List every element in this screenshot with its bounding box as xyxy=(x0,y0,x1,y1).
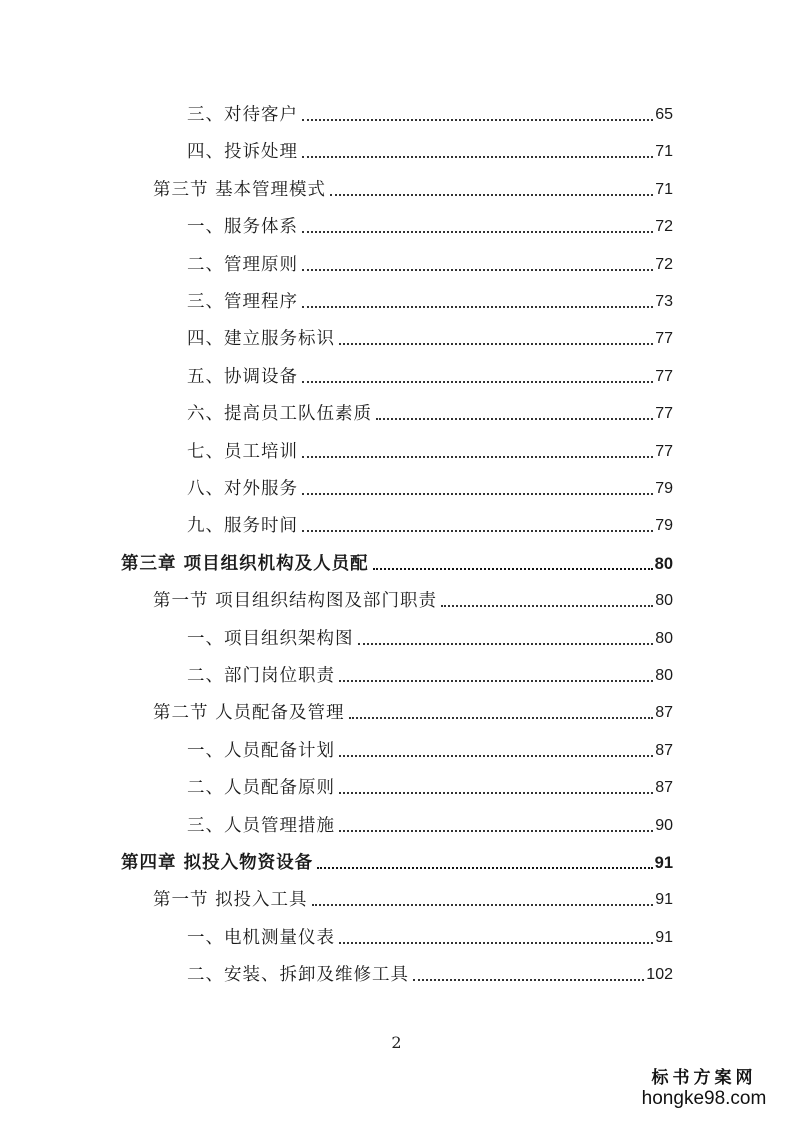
toc-entry-item[interactable] xyxy=(187,100,673,126)
toc-entry-item[interactable] xyxy=(187,811,673,837)
toc-entry-page: 91 xyxy=(655,891,673,908)
toc-dot-leader xyxy=(312,904,654,906)
toc-dot-leader xyxy=(339,343,653,345)
toc-dot-leader xyxy=(339,755,653,757)
toc-dot-leader xyxy=(302,381,653,383)
toc-entry-title: 五、协调设备 xyxy=(187,367,298,387)
toc-dot-leader xyxy=(302,231,653,233)
toc-entry-item[interactable] xyxy=(187,511,673,537)
toc-entry-page: 90 xyxy=(655,817,673,834)
toc-dot-leader xyxy=(302,493,653,495)
toc-dot-leader xyxy=(302,156,653,158)
toc-entry-title: 第三节 基本管理模式 xyxy=(153,180,327,200)
toc-entry-section[interactable] xyxy=(153,885,673,911)
toc-dot-leader xyxy=(330,194,653,196)
toc-entry-page: 77 xyxy=(655,443,673,460)
toc-entry-item[interactable] xyxy=(187,923,673,949)
toc-entry-page: 71 xyxy=(655,181,673,198)
toc-entry-section[interactable] xyxy=(153,586,673,612)
toc-entry-item[interactable] xyxy=(187,624,673,650)
toc-entry-page: 80 xyxy=(655,667,673,684)
toc-entry-page: 72 xyxy=(655,218,673,235)
toc-entry-page: 102 xyxy=(646,966,673,983)
toc-entry-chapter[interactable] xyxy=(121,549,673,575)
toc-dot-leader xyxy=(302,119,653,121)
toc-entry-page: 77 xyxy=(655,330,673,347)
toc-entry-page: 80 xyxy=(655,592,673,609)
toc-dot-leader xyxy=(339,792,653,794)
toc-entry-title: 八、对外服务 xyxy=(187,479,298,499)
toc-entry-item[interactable] xyxy=(187,287,673,313)
toc-entry-title: 第一节 拟投入工具 xyxy=(153,890,308,910)
toc-entry-page: 87 xyxy=(655,704,673,721)
toc-entry-page: 80 xyxy=(654,555,673,573)
toc-entry-page: 73 xyxy=(655,293,673,310)
toc-entry-item[interactable] xyxy=(187,661,673,687)
toc-dot-leader xyxy=(441,605,653,607)
toc-entry-item[interactable] xyxy=(187,362,673,388)
toc-entry-section[interactable] xyxy=(153,175,673,201)
toc-dot-leader xyxy=(373,568,653,570)
toc-entry-item[interactable] xyxy=(187,399,673,425)
toc-entry-page: 71 xyxy=(655,143,673,160)
toc-dot-leader xyxy=(339,680,653,682)
toc-dot-leader xyxy=(302,269,653,271)
toc-entry-page: 91 xyxy=(655,929,673,946)
toc-dot-leader xyxy=(413,979,644,981)
toc-dot-leader xyxy=(339,830,653,832)
toc-dot-leader xyxy=(358,643,654,645)
toc-dot-leader xyxy=(302,456,653,458)
toc-entry-title: 四、投诉处理 xyxy=(187,142,298,162)
toc-entry-title: 九、服务时间 xyxy=(187,516,298,536)
toc-dot-leader xyxy=(376,418,653,420)
toc-entry-page: 79 xyxy=(655,517,673,534)
toc-entry-title: 三、管理程序 xyxy=(187,292,298,312)
toc-entry-title: 第一节 项目组织结构图及部门职责 xyxy=(153,591,438,611)
toc-entry-page: 79 xyxy=(655,480,673,497)
toc-entry-page: 87 xyxy=(655,742,673,759)
toc-entry-page: 87 xyxy=(655,779,673,796)
toc-entry-page: 77 xyxy=(655,405,673,422)
toc-entry-title: 三、人员管理措施 xyxy=(187,816,335,836)
toc-entry-item[interactable] xyxy=(187,324,673,350)
toc-entry-page: 72 xyxy=(655,256,673,273)
toc-entry-title: 一、人员配备计划 xyxy=(187,741,335,761)
toc-entry-item[interactable] xyxy=(187,212,673,238)
toc-entry-page: 77 xyxy=(655,368,673,385)
toc-entry-item[interactable] xyxy=(187,736,673,762)
toc-entry-title: 第三章 项目组织机构及人员配 xyxy=(121,554,369,574)
toc-entry-item[interactable] xyxy=(187,250,673,276)
toc-entry-title: 三、对待客户 xyxy=(187,105,298,125)
watermark-url: hongke98.com xyxy=(641,1088,767,1109)
toc-entry-title: 第四章 拟投入物资设备 xyxy=(121,853,314,873)
toc-entry-item[interactable] xyxy=(187,137,673,163)
toc-entry-item[interactable] xyxy=(187,437,673,463)
page-number: 2 xyxy=(391,1033,402,1052)
toc-entry-title: 四、建立服务标识 xyxy=(187,329,335,349)
toc-entry-item[interactable] xyxy=(187,773,673,799)
watermark-logo xyxy=(629,1068,779,1110)
toc-entry-title: 六、提高员工队伍素质 xyxy=(187,404,372,424)
toc-entry-item[interactable] xyxy=(187,474,673,500)
toc-dot-leader xyxy=(349,717,654,719)
toc-dot-leader xyxy=(317,867,653,869)
toc-entry-chapter[interactable] xyxy=(121,848,673,874)
toc-dot-leader xyxy=(302,530,653,532)
toc-entry-item[interactable] xyxy=(187,960,673,986)
toc-entry-title: 二、人员配备原则 xyxy=(187,778,335,798)
toc-entry-title: 七、员工培训 xyxy=(187,442,298,462)
watermark-chinese: 标书方案网 xyxy=(651,1068,757,1088)
toc-entry-page: 65 xyxy=(655,106,673,123)
toc-entry-title: 二、部门岗位职责 xyxy=(187,666,335,686)
toc-dot-leader xyxy=(339,942,653,944)
toc-entry-title: 第二节 人员配备及管理 xyxy=(153,703,345,723)
toc-entry-section[interactable] xyxy=(153,698,673,724)
toc-entry-title: 一、电机测量仪表 xyxy=(187,928,335,948)
toc-entry-title: 一、项目组织架构图 xyxy=(187,629,354,649)
toc-entry-page: 80 xyxy=(655,630,673,647)
toc-entry-title: 二、管理原则 xyxy=(187,255,298,275)
toc-entry-title: 一、服务体系 xyxy=(187,217,298,237)
toc-dot-leader xyxy=(302,306,653,308)
toc-entry-title: 二、安装、拆卸及维修工具 xyxy=(187,965,409,985)
toc-entry-page: 91 xyxy=(654,854,673,872)
